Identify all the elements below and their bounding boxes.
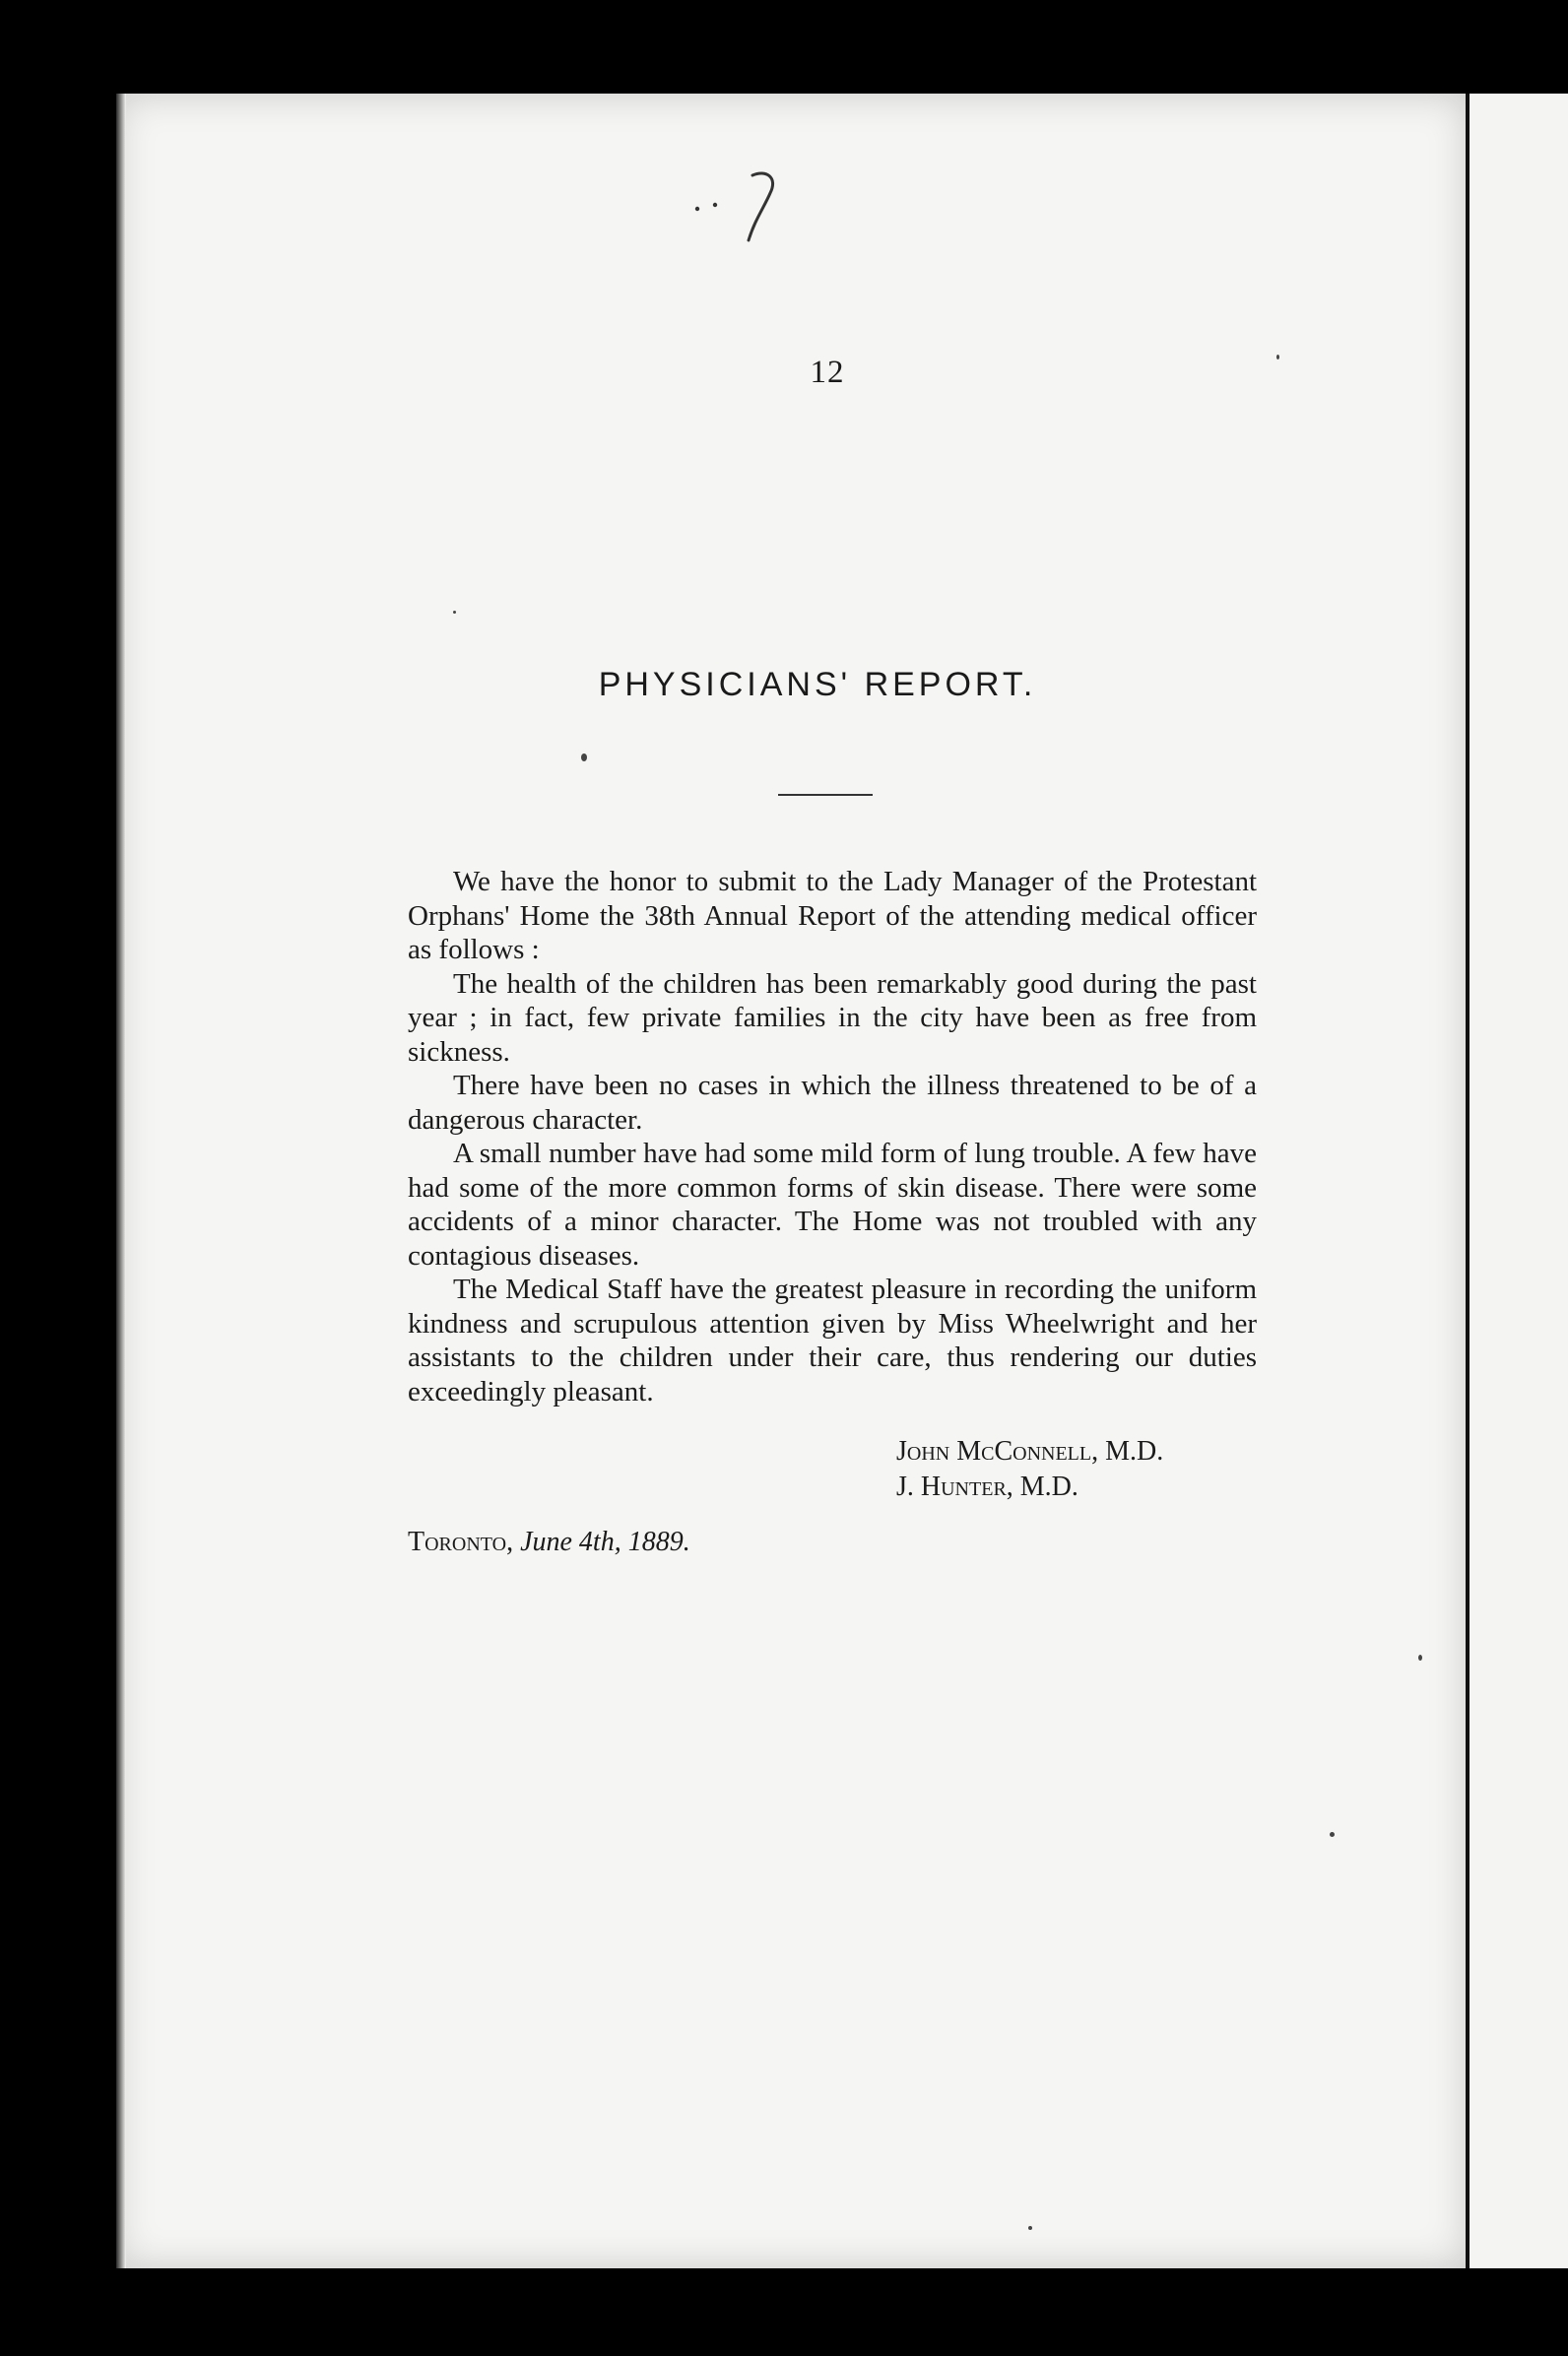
scan-speck xyxy=(1276,355,1279,360)
paragraph-illness: There have been no cases in which the illness threatened to be of a dangerous character. xyxy=(408,1070,1257,1136)
place: Toronto xyxy=(408,1527,507,1557)
scan-speck xyxy=(1330,1832,1335,1837)
signatures-block xyxy=(896,1434,1163,1505)
paragraph-intro: We have the honor to submit to the Lady Manager of the Protestant Orphans' Home the 38th Annual Report of the attending medical officer as follows : xyxy=(408,866,1257,965)
page-shadow-edge xyxy=(116,94,126,2268)
paragraph-conditions: A small number have had some mild form of lung trouble. A few have had some of the more common forms of skin disease. There were some accidents of a minor character. The Home was not troubled with any contagious diseases. xyxy=(408,1138,1257,1272)
adjacent-page-strip xyxy=(1466,94,1568,2268)
signature-hunter xyxy=(896,1470,1163,1505)
signature-name: John McConnell xyxy=(896,1436,1092,1467)
place-and-date xyxy=(408,1527,690,1558)
report-body xyxy=(408,865,1257,1408)
scan-speck xyxy=(1418,1655,1422,1661)
scan-speck xyxy=(581,753,587,761)
scan-speck xyxy=(453,611,456,614)
signature-mcconnell xyxy=(896,1434,1163,1470)
signature-suffix: , M.D. xyxy=(1006,1472,1078,1502)
signature-suffix: , M.D. xyxy=(1091,1436,1164,1467)
place-date-separator: , xyxy=(506,1527,521,1557)
handwritten-mark-icon xyxy=(676,164,794,252)
paragraph-acknowledgement: The Medical Staff have the greatest pleasure in recording the uniform kindness and scrupulous attention given by Miss Wheelwright and her assistants to the children under their care, thus rendering our duties exceedingly pleasant. xyxy=(408,1274,1257,1407)
report-title: PHYSICIANS' REPORT. xyxy=(598,666,1037,703)
paragraph-health: The health of the children has been remarkably good during the past year ; in fact, few private families in the city have been as free from sickness. xyxy=(408,967,1257,1068)
scan-speck xyxy=(1028,2226,1032,2230)
page-number: 12 xyxy=(810,355,845,390)
title-divider xyxy=(778,794,873,796)
signature-name: J. Hunter xyxy=(896,1472,1007,1502)
date: June 4th, 1889. xyxy=(520,1527,690,1557)
